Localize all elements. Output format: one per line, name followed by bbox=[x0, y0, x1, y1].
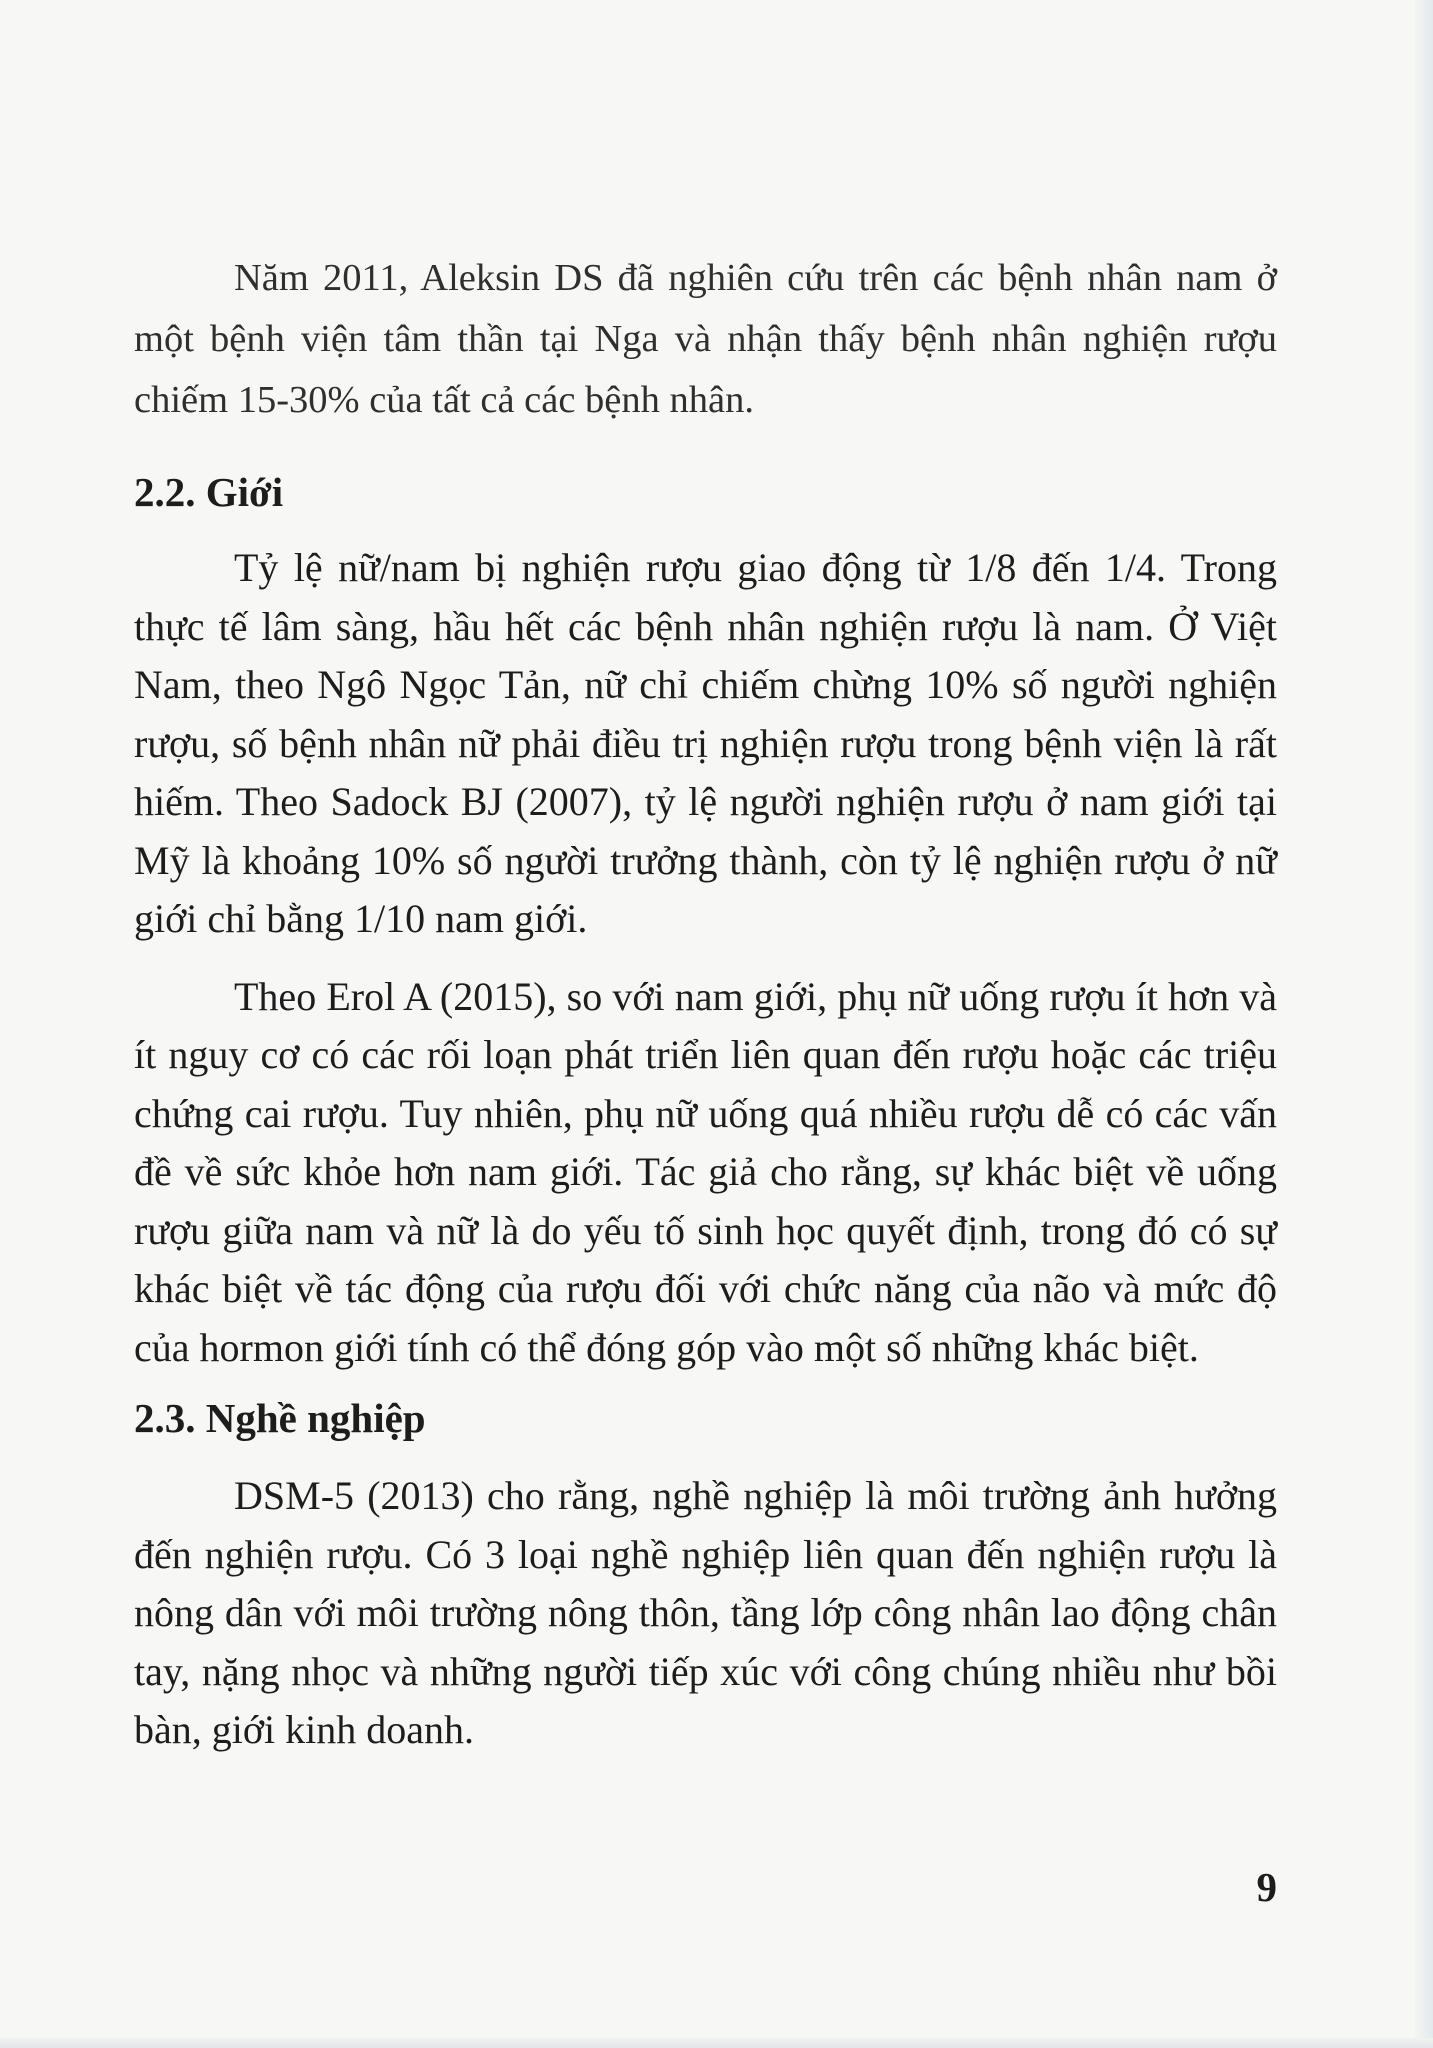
section-heading-nghe-nghiep: 2.3. Nghề nghiệp bbox=[134, 1395, 426, 1441]
paragraph-intro: Năm 2011, Aleksin DS đã nghiên cứu trên các bệnh nhân nam ở một bệnh viện tâm thần tại Nga và nhận thấy bệnh nhân nghiện rượu chiếm 15-30% của tất cả các bệnh nhân. bbox=[134, 257, 1277, 421]
page-number: 9 bbox=[1256, 1864, 1277, 1910]
page-body bbox=[134, 248, 1277, 1760]
section-heading-gioi: 2.2. Giới bbox=[134, 469, 284, 515]
paragraph-gioi-2: Theo Erol A (2015), so với nam giới, phụ nữ uống rượu ít hơn và ít nguy cơ có các rối loạn phát triển liên quan đến rượu hoặc các triệu chứng cai rượu. Tuy nhiên, phụ nữ uống quá nhiều rượu dễ có các vấn đề về sức khỏe hơn nam giới. Tác giả cho rằng, sự khác biệt về uống rượu giữa nam và nữ là do yếu tố sinh học quyết định, trong đó có sự khác biệt về tác động của rượu đối với chức năng của não và mức độ của hormon giới tính có thể đóng góp vào một số những khác biệt. bbox=[134, 973, 1277, 1370]
page-bottom-shadow bbox=[0, 2038, 1433, 2048]
paragraph-nghe-nghiep-1: DSM-5 (2013) cho rằng, nghề nghiệp là môi trường ảnh hưởng đến nghiện rượu. Có 3 loại nghề nghiệp liên quan đến nghiện rượu là nông dân với môi trường nông thôn, tầng lớp công nhân lao động chân tay, nặng nhọc và những người tiếp xúc với công chúng nhiều như bồi bàn, giới kinh doanh. bbox=[134, 1473, 1277, 1752]
paragraph-gioi-1: Tỷ lệ nữ/nam bị nghiện rượu giao động từ 1/8 đến 1/4. Trong thực tế lâm sàng, hầu hết các bệnh nhân nghiện rượu là nam. Ở Việt Nam, theo Ngô Ngọc Tản, nữ chỉ chiếm chừng 10% số người nghiện rượu, số bệnh nhân nữ phải điều trị nghiện rượu trong bệnh viện là rất hiếm. Theo Sadock BJ (2007), tỷ lệ người nghiện rượu ở nam giới tại Mỹ là khoảng 10% số người trưởng thành, còn tỷ lệ nghiện rượu ở nữ giới chỉ bằng 1/10 nam giới. bbox=[134, 545, 1277, 941]
page-edge-shadow bbox=[1415, 0, 1433, 2048]
